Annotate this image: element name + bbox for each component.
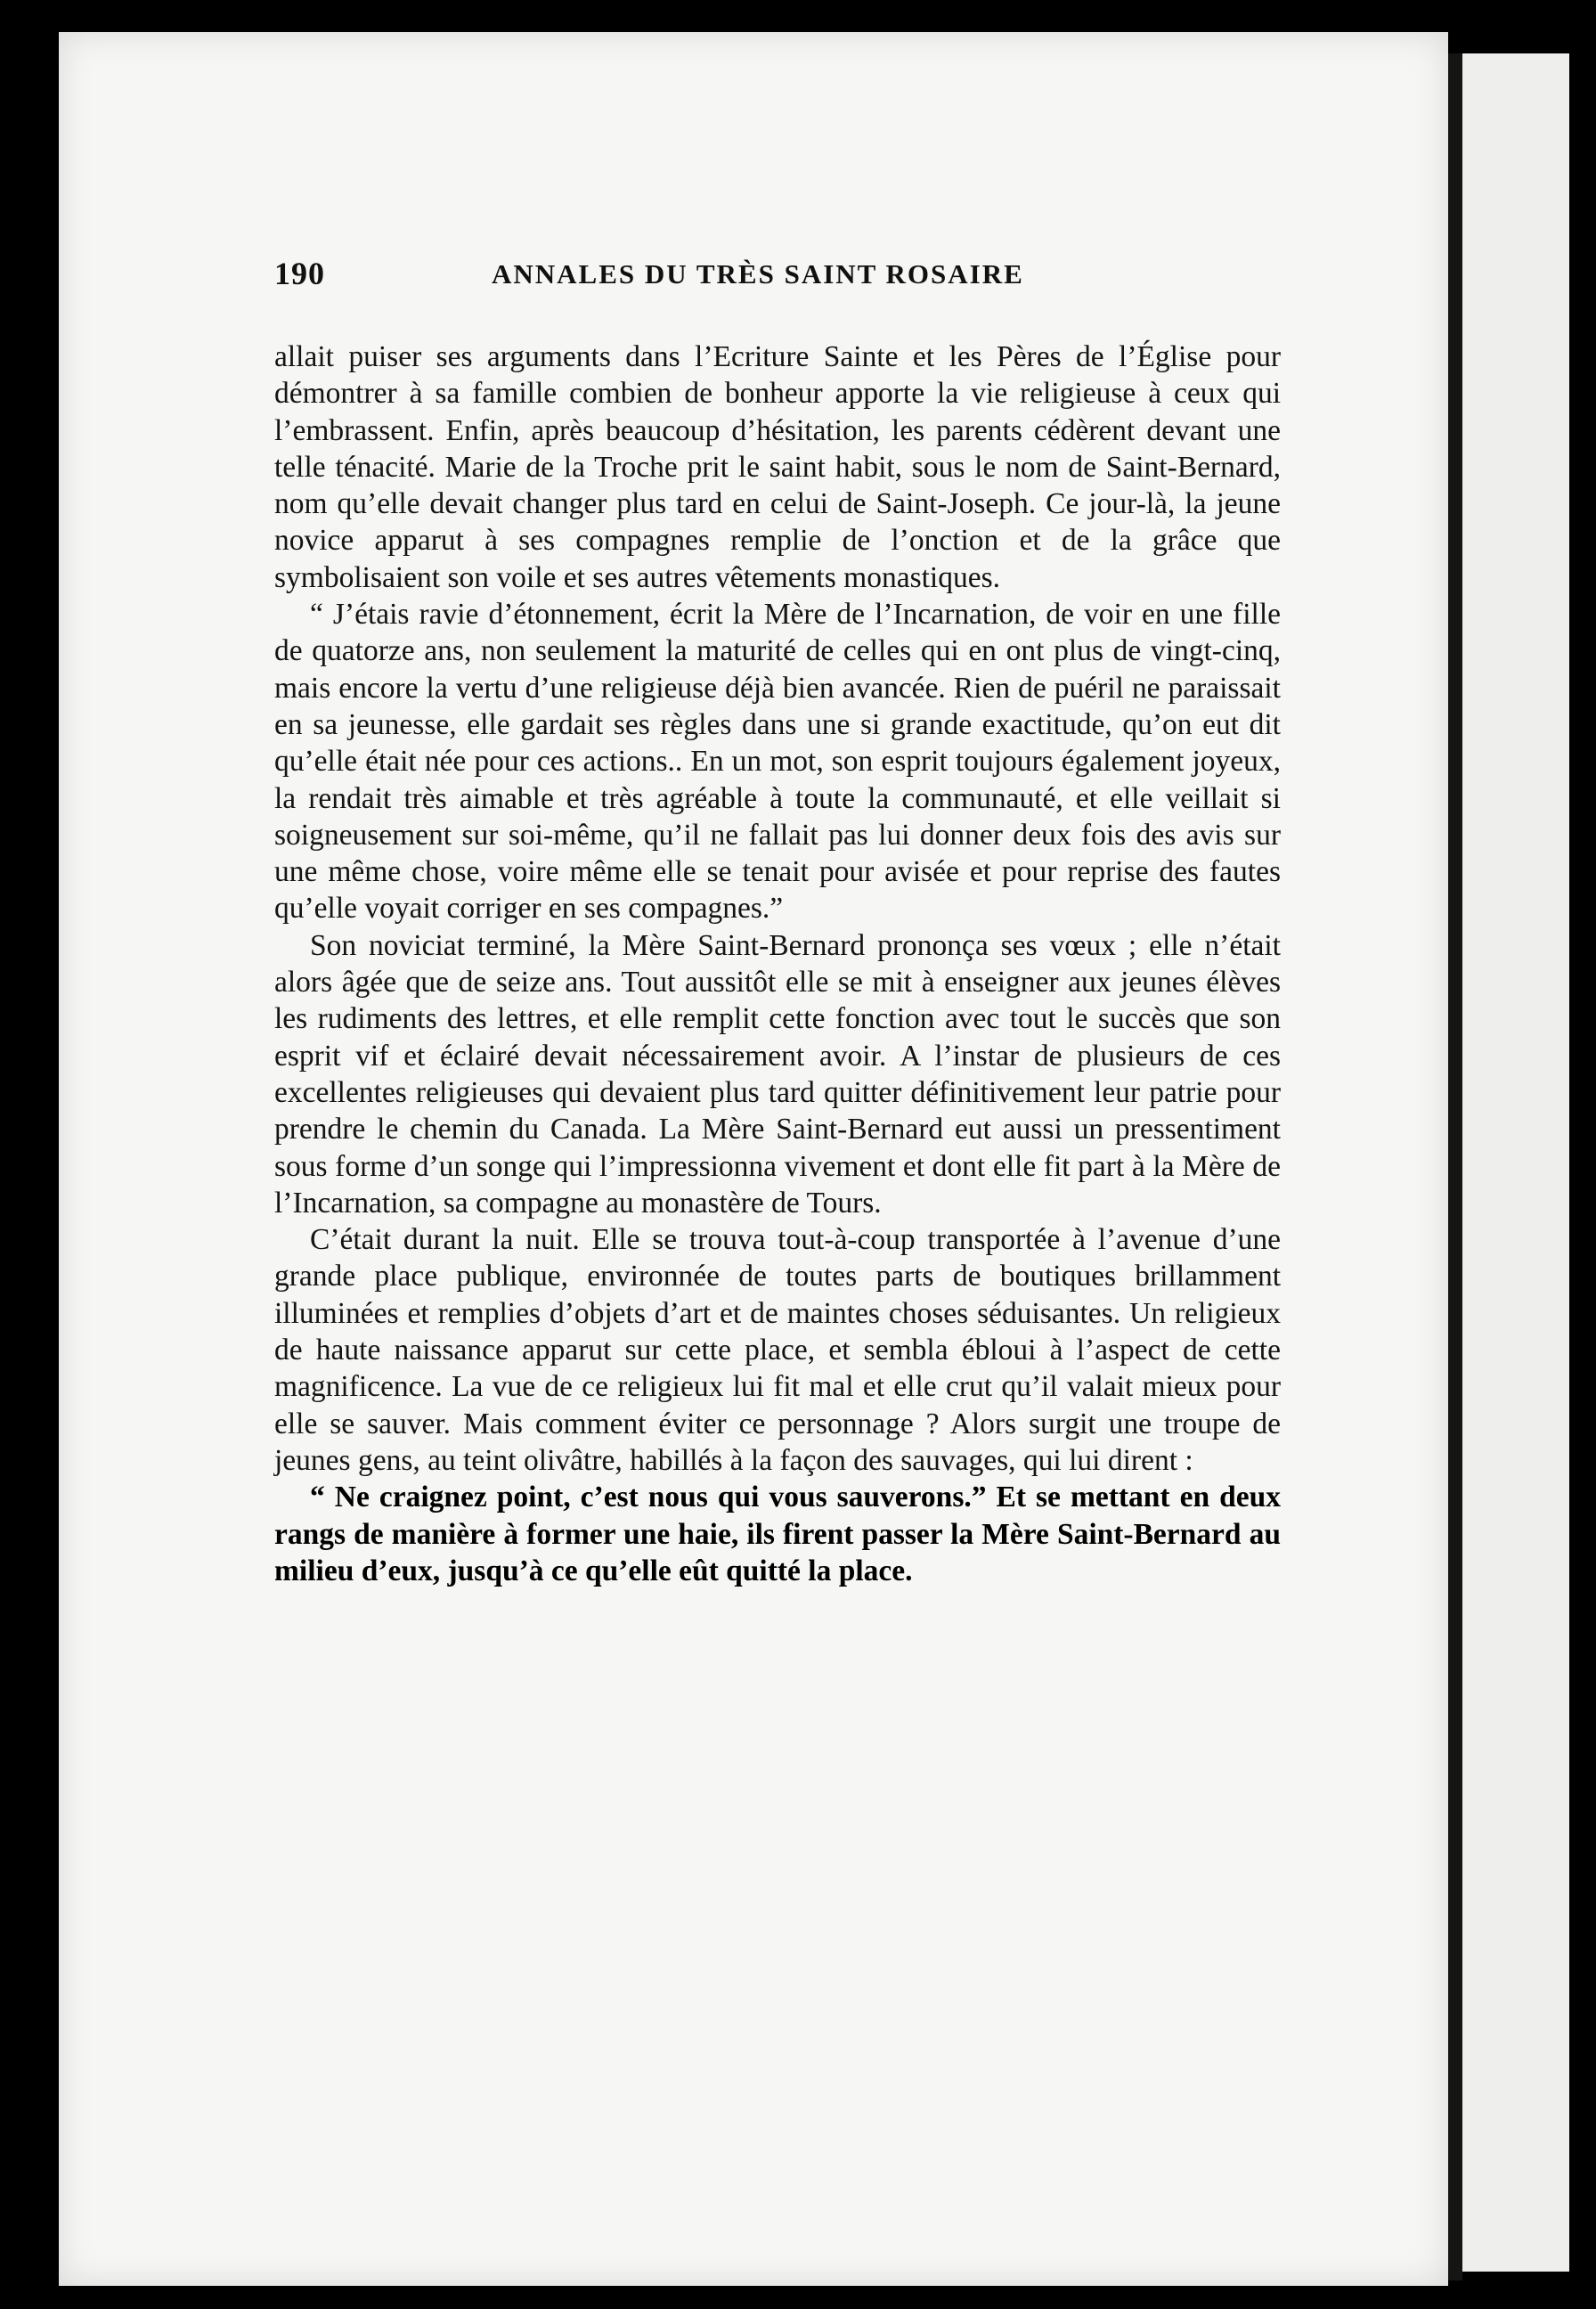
running-title: ANNALES DU TRÈS SAINT ROSAIRE [492,258,1024,290]
paragraph: allait puiser ses arguments dans l’Ecriture Sainte et les Pères de l’Église pour démontrer à sa famille combien de bonheur apporte la vie religieuse à ceux qui l’embrassent. Enfin, après beaucoup d’hésitation, les parents cédèrent devant une telle ténacité. Marie de la Troche prit le saint habit, sous le nom de Saint-Bernard, nom qu’elle devait changer plus tard en celui de Saint-Joseph. Ce jour-là, la jeune novice apparut à ses compagnes remplie de l’onction et de la grâce que symbolisaient son voile et ses autres vêtements monastiques. [274,340,1281,594]
paragraph: “ J’étais ravie d’étonnement, écrit la Mère de l’Incarnation, de voir en une fille de quatorze ans, non seulement la maturité de celles qui en ont plus de vingt-cinq, mais encore la vertu d’une religieuse déjà bien avancée. Rien de puéril ne paraissait en sa jeunesse, elle gardait ses règles dans une si grande exactitude, qu’on eut dit qu’elle était née pour ces actions.. En un mot, son esprit toujours également joyeux, la rendait très aimable et très agréable à toute la communauté, et elle veillait si soigneusement sur soi-même, qu’il ne fallait pas lui donner deux fois des avis sur une même chose, voire même elle se tenait pour avisée et pour reprise des fautes qu’elle voyait corriger en ses compagnes.” [274,598,1281,926]
page-number: 190 [274,256,325,291]
page-header [274,255,1281,299]
paragraph: C’était durant la nuit. Elle se trouva tout-à-coup transportée à l’avenue d’une grande place publique, environnée de toutes parts de boutiques brillamment illuminées et remplies d’objets d’art et de maintes choses séduisantes. Un religieux de haute naissance apparut sur cette place, et sembla ébloui à l’aspect de cette magnificence. La vue de ce religieux lui fit mal et elle crut qu’il valait mieux pour elle se sauver. Mais comment éviter ce personnage ? Alors surgit une troupe de jeunes gens, au teint olivâtre, habillés à la façon des sauvages, qui lui dirent : [274,1223,1281,1477]
body-text [274,339,1281,1589]
page-gutter-shadow [1448,53,1462,2280]
facing-page-edge [1462,53,1569,2272]
paragraph: “ Ne craignez point, c’est nous qui vous sauverons.” Et se mettant en deux rangs de manière à former une haie, ils firent passer la Mère Saint-Bernard au milieu d’eux, jusqu’à ce qu’elle eût quitté la place. [274,1481,1281,1587]
paragraph: Son noviciat terminé, la Mère Saint-Bernard prononça ses vœux ; elle n’était alors âgée que de seize ans. Tout aussitôt elle se mit à enseigner aux jeunes élèves les rudiments des lettres, et elle remplit cette fonction avec tout le succès que son esprit vif et éclairé devait nécessairement avoir. A l’instar de plusieurs de ces excellentes religieuses qui devaient plus tard quitter définitivement leur patrie pour prendre le chemin du Canada. La Mère Saint-Bernard eut aussi un pressentiment sous forme d’un songe qui l’impressionna vivement et dont elle fit part à la Mère de l’Incarnation, sa compagne au monastère de Tours. [274,928,1281,1220]
